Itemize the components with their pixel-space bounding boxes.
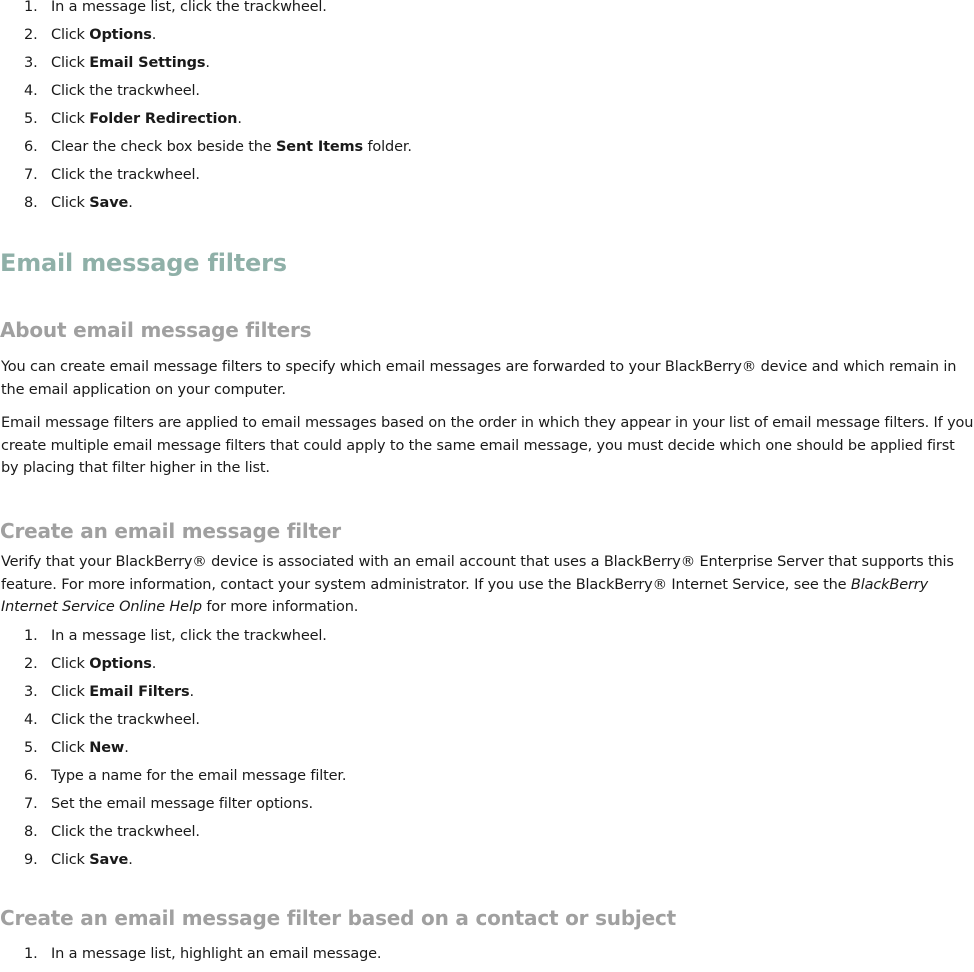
- step-number: 6.: [24, 768, 38, 784]
- step-text-end: .: [124, 740, 129, 756]
- step-text: Type a name for the email message filter.: [51, 768, 347, 784]
- ui-label: Options: [89, 27, 152, 43]
- step-text: Click the trackwheel.: [51, 83, 200, 99]
- list-item: [0, 165, 412, 193]
- step-text: Click: [51, 852, 90, 868]
- step-text: Click the trackwheel.: [51, 712, 200, 728]
- about-filters-heading: About email message filters: [0, 318, 312, 342]
- step-number: 3.: [24, 55, 38, 71]
- step-number: 8.: [24, 195, 38, 211]
- step-number: 1.: [24, 0, 38, 15]
- step-text: Click: [51, 111, 90, 127]
- step-text: Click: [51, 27, 90, 43]
- step-text: Click: [51, 55, 90, 71]
- step-text-end: .: [128, 195, 133, 211]
- list-item: [0, 794, 346, 822]
- step-number: 5.: [24, 111, 38, 127]
- step-text: Click: [51, 684, 90, 700]
- step-text: Clear the check box beside the: [51, 139, 277, 155]
- list-item: [0, 944, 381, 972]
- list-item: [0, 654, 346, 682]
- contact-filter-steps: [0, 944, 381, 972]
- step-number: 2.: [24, 656, 38, 672]
- step-text: Set the email message filter options.: [51, 796, 313, 812]
- step-text: Click: [51, 195, 90, 211]
- ui-label: Options: [89, 656, 152, 672]
- create-filter-steps: [0, 626, 346, 878]
- step-text: Click the trackwheel.: [51, 167, 200, 183]
- step-number: 4.: [24, 712, 38, 728]
- list-item: [0, 137, 412, 165]
- step-number: 7.: [24, 796, 38, 812]
- step-text-end: .: [151, 27, 157, 43]
- step-text-end: .: [205, 55, 210, 71]
- step-number: 8.: [24, 824, 38, 840]
- step-text: Click the trackwheel.: [51, 824, 200, 840]
- step-text: Click: [51, 740, 90, 756]
- ui-label: Sent Items: [276, 139, 363, 155]
- list-item: [0, 710, 346, 738]
- step-number: 1.: [24, 628, 38, 644]
- list-item: [0, 53, 412, 81]
- list-item: [0, 25, 412, 53]
- contact-filter-heading: Create an email message filter based on a contact or subject: [0, 906, 676, 930]
- step-text-end: .: [189, 684, 194, 700]
- step-text: Click: [51, 656, 90, 672]
- ui-label: Email Settings: [89, 55, 206, 71]
- step-number: 9.: [24, 852, 38, 868]
- list-item: [0, 822, 346, 850]
- create-filter-heading: Create an email message filter: [0, 519, 341, 543]
- list-item: [0, 682, 346, 710]
- ui-label: Email Filters: [89, 684, 190, 700]
- step-text-end: .: [237, 111, 242, 127]
- about-filters-paragraph-2: Email message filters are applied to email messages based on the order in which they appear in your list of email message filters. If you create multiple email message filters that could apply to the same email message, you must decide which one should be applied first by placing that filter higher in the list.: [1, 415, 974, 476]
- step-text: In a message list, highlight an email message.: [51, 946, 382, 962]
- step-text: In a message list, click the trackwheel.: [51, 0, 327, 15]
- list-item: [0, 193, 412, 221]
- list-item: [0, 0, 412, 25]
- folder-redirection-steps: [0, 0, 412, 221]
- step-number: 4.: [24, 83, 38, 99]
- step-number: 5.: [24, 740, 38, 756]
- step-number: 6.: [24, 139, 38, 155]
- section-title: Email message filters: [0, 249, 287, 277]
- list-item: [0, 109, 412, 137]
- create-filter-prerequisite: [1, 551, 974, 619]
- step-text-end: .: [128, 852, 133, 868]
- online-help-reference: BlackBerry Internet Service Online Help: [1, 576, 929, 615]
- list-item: [0, 738, 346, 766]
- ui-label: Save: [89, 195, 129, 211]
- list-item: [0, 81, 412, 109]
- step-text-end: folder.: [363, 139, 412, 155]
- step-number: 3.: [24, 684, 38, 700]
- ui-label: Folder Redirection: [89, 111, 238, 127]
- ui-label: Save: [89, 852, 129, 868]
- prerequisite-text-end: for more information.: [201, 599, 359, 615]
- ui-label: New: [89, 740, 125, 756]
- step-number: 7.: [24, 167, 38, 183]
- step-text-end: .: [151, 656, 157, 672]
- list-item: [0, 850, 346, 878]
- step-text: In a message list, click the trackwheel.: [51, 628, 327, 644]
- prerequisite-text: Verify that your BlackBerry® device is associated with an email account that uses a BlackBerry® Enterprise Server that supports this feature. For more information, contact your system administrator. If you use the BlackBerry® Internet Service, see the: [1, 554, 954, 593]
- step-number: 2.: [24, 27, 38, 43]
- list-item: [0, 766, 346, 794]
- about-filters-paragraph-1: You can create email message filters to specify which email messages are forwarded to your BlackBerry® device and which remain in the email application on your computer.: [1, 359, 957, 398]
- list-item: [0, 626, 346, 654]
- step-number: 1.: [24, 946, 38, 962]
